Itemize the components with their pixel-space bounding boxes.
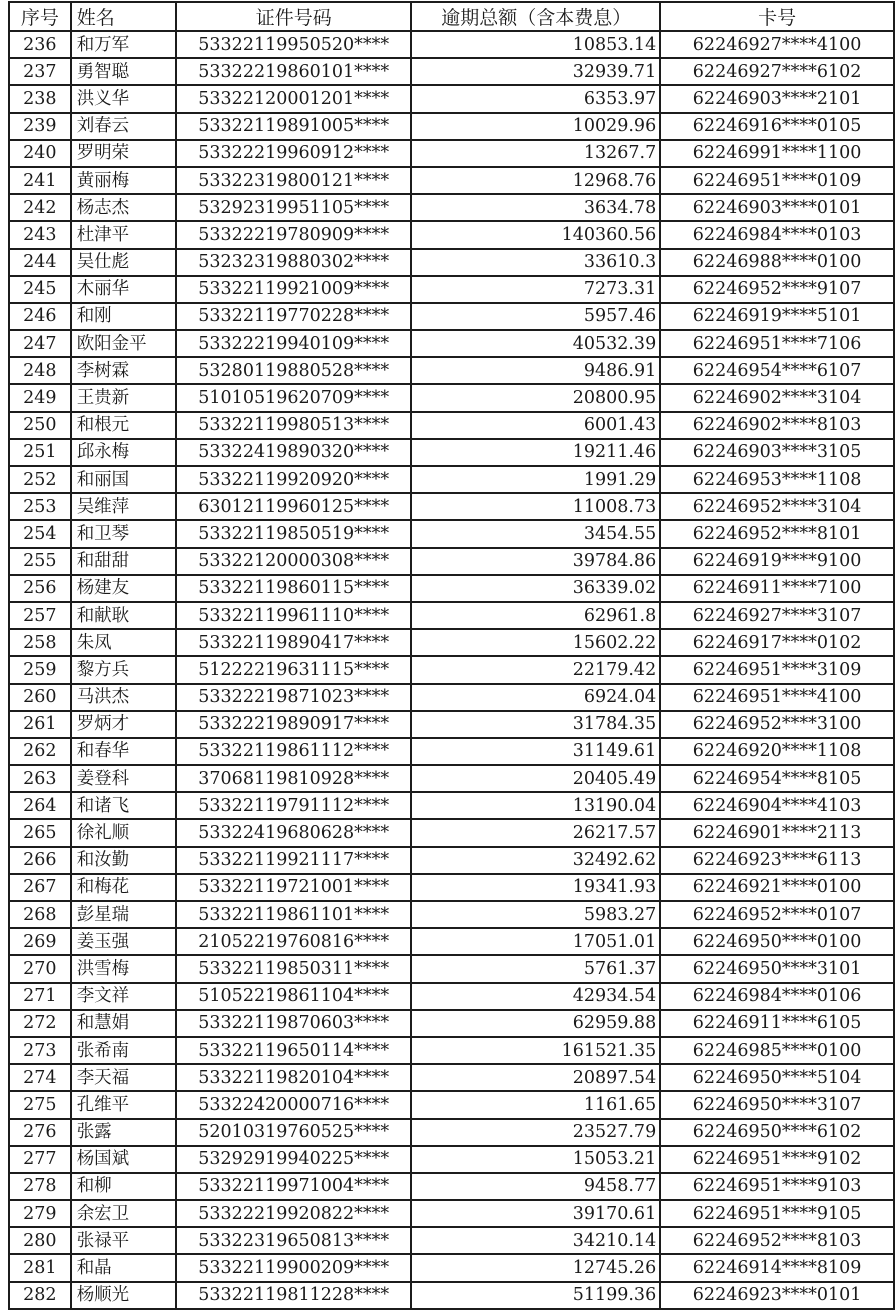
overdue-total-cell: 20800.95: [411, 384, 660, 411]
table-row: [9, 330, 894, 357]
id-number-cell: 53292319951105****: [176, 194, 411, 221]
name-cell: 洪雪梅: [71, 955, 176, 982]
table-row: [9, 1282, 894, 1309]
overdue-total-cell: 5983.27: [411, 901, 660, 928]
name-cell: 邱永梅: [71, 439, 176, 466]
id-number-cell: 53322119950520****: [176, 31, 411, 58]
card-number-cell: 62246985****0100: [660, 1037, 894, 1064]
serial-number-cell: 237: [9, 58, 71, 85]
name-cell: 黄丽梅: [71, 167, 176, 194]
overdue-total-cell: 19341.93: [411, 874, 660, 901]
overdue-total-cell: 13267.7: [411, 140, 660, 167]
serial-number-cell: 250: [9, 412, 71, 439]
id-number-cell: 37068119810928****: [176, 765, 411, 792]
overdue-total-cell: 22179.42: [411, 656, 660, 683]
card-number-cell: 62246988****0100: [660, 249, 894, 276]
serial-number-cell: 257: [9, 602, 71, 629]
id-number-cell: 53322219960912****: [176, 140, 411, 167]
table-row: [9, 575, 894, 602]
card-number-cell: 62246923****6113: [660, 847, 894, 874]
table-row: [9, 1227, 894, 1254]
overdue-total-cell: 12745.26: [411, 1254, 660, 1281]
serial-number-cell: 251: [9, 439, 71, 466]
name-cell: 和甜甜: [71, 548, 176, 575]
card-number-cell: 62246919****5101: [660, 303, 894, 330]
overdue-total-cell: 36339.02: [411, 575, 660, 602]
header-serial-number: 序号: [9, 2, 71, 31]
table-row: [9, 901, 894, 928]
id-number-cell: 53322119890417****: [176, 629, 411, 656]
id-number-cell: 53322219780909****: [176, 221, 411, 248]
table-row: [9, 31, 894, 58]
overdue-total-cell: 15602.22: [411, 629, 660, 656]
id-number-cell: 53322119980513****: [176, 412, 411, 439]
name-cell: 和根元: [71, 412, 176, 439]
table-row: [9, 466, 894, 493]
serial-number-cell: 270: [9, 955, 71, 982]
id-number-cell: 53322319800121****: [176, 167, 411, 194]
name-cell: 和汝勤: [71, 847, 176, 874]
table-row: [9, 629, 894, 656]
card-number-cell: 62246954****6107: [660, 357, 894, 384]
card-number-cell: 62246921****0100: [660, 874, 894, 901]
serial-number-cell: 272: [9, 1010, 71, 1037]
serial-number-cell: 248: [9, 357, 71, 384]
overdue-total-cell: 11008.73: [411, 493, 660, 520]
card-number-cell: 62246903****2101: [660, 85, 894, 112]
card-number-cell: 62246903****0101: [660, 194, 894, 221]
card-number-cell: 62246951****0109: [660, 167, 894, 194]
table-row: [9, 1010, 894, 1037]
overdue-total-cell: 19211.46: [411, 439, 660, 466]
card-number-cell: 62246927****6102: [660, 58, 894, 85]
serial-number-cell: 239: [9, 113, 71, 140]
table-body: [9, 31, 894, 1309]
table-row: [9, 357, 894, 384]
serial-number-cell: 238: [9, 85, 71, 112]
overdue-total-cell: 31784.35: [411, 711, 660, 738]
card-number-cell: 62246902****8103: [660, 412, 894, 439]
serial-number-cell: 279: [9, 1200, 71, 1227]
serial-number-cell: 245: [9, 276, 71, 303]
serial-number-cell: 246: [9, 303, 71, 330]
table-row: [9, 874, 894, 901]
card-number-cell: 62246950****6102: [660, 1119, 894, 1146]
overdue-total-cell: 51199.36: [411, 1282, 660, 1309]
card-number-cell: 62246953****1108: [660, 466, 894, 493]
id-number-cell: 53322119971004****: [176, 1173, 411, 1200]
header-card-number: 卡号: [660, 2, 894, 31]
card-number-cell: 62246919****9100: [660, 548, 894, 575]
name-cell: 和万军: [71, 31, 176, 58]
serial-number-cell: 262: [9, 738, 71, 765]
name-cell: 李文祥: [71, 983, 176, 1010]
id-number-cell: 53322119961110****: [176, 602, 411, 629]
table-row: [9, 792, 894, 819]
serial-number-cell: 260: [9, 684, 71, 711]
serial-number-cell: 264: [9, 792, 71, 819]
id-number-cell: 53322119650114****: [176, 1037, 411, 1064]
name-cell: 孔维平: [71, 1091, 176, 1118]
table-row: [9, 493, 894, 520]
card-number-cell: 62246903****3105: [660, 439, 894, 466]
table-row: [9, 1037, 894, 1064]
serial-number-cell: 277: [9, 1146, 71, 1173]
overdue-total-cell: 10853.14: [411, 31, 660, 58]
card-number-cell: 62246950****3101: [660, 955, 894, 982]
card-number-cell: 62246911****7100: [660, 575, 894, 602]
id-number-cell: 53322119921117****: [176, 847, 411, 874]
table-row: [9, 221, 894, 248]
name-cell: 和丽国: [71, 466, 176, 493]
overdue-total-cell: 6001.43: [411, 412, 660, 439]
overdue-total-cell: 3454.55: [411, 520, 660, 547]
table-row: [9, 983, 894, 1010]
name-cell: 和慧娟: [71, 1010, 176, 1037]
name-cell: 洪义华: [71, 85, 176, 112]
id-number-cell: 53322119861112****: [176, 738, 411, 765]
serial-number-cell: 242: [9, 194, 71, 221]
table-row: [9, 765, 894, 792]
overdue-total-cell: 15053.21: [411, 1146, 660, 1173]
serial-number-cell: 243: [9, 221, 71, 248]
name-cell: 姜玉强: [71, 928, 176, 955]
name-cell: 勇智聪: [71, 58, 176, 85]
card-number-cell: 62246902****3104: [660, 384, 894, 411]
serial-number-cell: 278: [9, 1173, 71, 1200]
card-number-cell: 62246904****4103: [660, 792, 894, 819]
overdue-total-cell: 6353.97: [411, 85, 660, 112]
header-name: 姓名: [71, 2, 176, 31]
overdue-total-cell: 10029.96: [411, 113, 660, 140]
overdue-total-cell: 62961.8: [411, 602, 660, 629]
table-row: [9, 738, 894, 765]
serial-number-cell: 263: [9, 765, 71, 792]
card-number-cell: 62246952****9107: [660, 276, 894, 303]
overdue-total-cell: 32492.62: [411, 847, 660, 874]
serial-number-cell: 275: [9, 1091, 71, 1118]
card-number-cell: 62246951****7106: [660, 330, 894, 357]
name-cell: 和春华: [71, 738, 176, 765]
overdue-total-cell: 17051.01: [411, 928, 660, 955]
id-number-cell: 53322219890917****: [176, 711, 411, 738]
header-id-number: 证件号码: [176, 2, 411, 31]
name-cell: 和梅花: [71, 874, 176, 901]
serial-number-cell: 249: [9, 384, 71, 411]
name-cell: 姜登科: [71, 765, 176, 792]
overdue-total-cell: 39170.61: [411, 1200, 660, 1227]
overdue-total-cell: 5761.37: [411, 955, 660, 982]
card-number-cell: 62246984****0103: [660, 221, 894, 248]
id-number-cell: 53322119860115****: [176, 575, 411, 602]
name-cell: 和献耿: [71, 602, 176, 629]
id-number-cell: 53322119770228****: [176, 303, 411, 330]
serial-number-cell: 247: [9, 330, 71, 357]
serial-number-cell: 256: [9, 575, 71, 602]
id-number-cell: 53322119900209****: [176, 1254, 411, 1281]
id-number-cell: 51052219861104****: [176, 983, 411, 1010]
overdue-total-cell: 13190.04: [411, 792, 660, 819]
card-number-cell: 62246991****1100: [660, 140, 894, 167]
card-number-cell: 62246951****9102: [660, 1146, 894, 1173]
id-number-cell: 53322119861101****: [176, 901, 411, 928]
serial-number-cell: 265: [9, 819, 71, 846]
id-number-cell: 53322319650813****: [176, 1227, 411, 1254]
serial-number-cell: 271: [9, 983, 71, 1010]
name-cell: 杜津平: [71, 221, 176, 248]
id-number-cell: 51222219631115****: [176, 656, 411, 683]
id-number-cell: 53322119820104****: [176, 1064, 411, 1091]
name-cell: 徐礼顺: [71, 819, 176, 846]
serial-number-cell: 273: [9, 1037, 71, 1064]
card-number-cell: 62246923****0101: [660, 1282, 894, 1309]
name-cell: 杨志杰: [71, 194, 176, 221]
table-row: [9, 249, 894, 276]
table-row: [9, 1173, 894, 1200]
card-number-cell: 62246952****8103: [660, 1227, 894, 1254]
name-cell: 杨建友: [71, 575, 176, 602]
name-cell: 彭星瑞: [71, 901, 176, 928]
id-number-cell: 52010319760525****: [176, 1119, 411, 1146]
card-number-cell: 62246917****0102: [660, 629, 894, 656]
table-row: [9, 1064, 894, 1091]
id-number-cell: 53322119870603****: [176, 1010, 411, 1037]
serial-number-cell: 253: [9, 493, 71, 520]
table-row: [9, 819, 894, 846]
table-row: [9, 1146, 894, 1173]
id-number-cell: 63012119960125****: [176, 493, 411, 520]
id-number-cell: 21052219760816****: [176, 928, 411, 955]
name-cell: 李树霖: [71, 357, 176, 384]
overdue-total-cell: 23527.79: [411, 1119, 660, 1146]
overdue-total-cell: 9486.91: [411, 357, 660, 384]
name-cell: 张希南: [71, 1037, 176, 1064]
serial-number-cell: 269: [9, 928, 71, 955]
card-number-cell: 62246927****4100: [660, 31, 894, 58]
table-row: [9, 85, 894, 112]
serial-number-cell: 255: [9, 548, 71, 575]
overdue-total-cell: 1161.65: [411, 1091, 660, 1118]
card-number-cell: 62246951****9103: [660, 1173, 894, 1200]
table-row: [9, 412, 894, 439]
name-cell: 王贵新: [71, 384, 176, 411]
id-number-cell: 53322119850519****: [176, 520, 411, 547]
overdue-total-cell: 26217.57: [411, 819, 660, 846]
name-cell: 欧阳金平: [71, 330, 176, 357]
overdue-total-cell: 6924.04: [411, 684, 660, 711]
overdue-total-cell: 9458.77: [411, 1173, 660, 1200]
id-number-cell: 53322219860101****: [176, 58, 411, 85]
serial-number-cell: 282: [9, 1282, 71, 1309]
card-number-cell: 62246951****4100: [660, 684, 894, 711]
serial-number-cell: 254: [9, 520, 71, 547]
overdue-total-cell: 7273.31: [411, 276, 660, 303]
overdue-total-cell: 42934.54: [411, 983, 660, 1010]
card-number-cell: 62246952****8101: [660, 520, 894, 547]
table-row: [9, 928, 894, 955]
table-row: [9, 194, 894, 221]
name-cell: 黎方兵: [71, 656, 176, 683]
table-row: [9, 58, 894, 85]
id-number-cell: 53322219871023****: [176, 684, 411, 711]
id-number-cell: 53292919940225****: [176, 1146, 411, 1173]
overdue-debtors-table: [8, 1, 895, 1310]
name-cell: 吴仕彪: [71, 249, 176, 276]
card-number-cell: 62246916****0105: [660, 113, 894, 140]
table-row: [9, 384, 894, 411]
id-number-cell: 53322219940109****: [176, 330, 411, 357]
card-number-cell: 62246914****8109: [660, 1254, 894, 1281]
card-number-cell: 62246950****3107: [660, 1091, 894, 1118]
id-number-cell: 53232319880302****: [176, 249, 411, 276]
name-cell: 马洪杰: [71, 684, 176, 711]
name-cell: 吴维萍: [71, 493, 176, 520]
table-row: [9, 167, 894, 194]
name-cell: 和卫琴: [71, 520, 176, 547]
name-cell: 朱凤: [71, 629, 176, 656]
card-number-cell: 62246920****1108: [660, 738, 894, 765]
name-cell: 杨国斌: [71, 1146, 176, 1173]
overdue-total-cell: 5957.46: [411, 303, 660, 330]
serial-number-cell: 274: [9, 1064, 71, 1091]
card-number-cell: 62246950****0100: [660, 928, 894, 955]
table-row: [9, 847, 894, 874]
name-cell: 张露: [71, 1119, 176, 1146]
overdue-total-cell: 39784.86: [411, 548, 660, 575]
overdue-total-cell: 12968.76: [411, 167, 660, 194]
overdue-total-cell: 20897.54: [411, 1064, 660, 1091]
serial-number-cell: 281: [9, 1254, 71, 1281]
name-cell: 余宏卫: [71, 1200, 176, 1227]
card-number-cell: 62246951****9105: [660, 1200, 894, 1227]
card-number-cell: 62246901****2113: [660, 819, 894, 846]
id-number-cell: 53322119891005****: [176, 113, 411, 140]
serial-number-cell: 240: [9, 140, 71, 167]
card-number-cell: 62246952****3104: [660, 493, 894, 520]
id-number-cell: 53322219920822****: [176, 1200, 411, 1227]
name-cell: 罗明荣: [71, 140, 176, 167]
serial-number-cell: 261: [9, 711, 71, 738]
table-row: [9, 439, 894, 466]
overdue-total-cell: 31149.61: [411, 738, 660, 765]
table-row: [9, 303, 894, 330]
table-row: [9, 1254, 894, 1281]
overdue-total-cell: 33610.3: [411, 249, 660, 276]
table-row: [9, 711, 894, 738]
serial-number-cell: 252: [9, 466, 71, 493]
serial-number-cell: 268: [9, 901, 71, 928]
name-cell: 和晶: [71, 1254, 176, 1281]
name-cell: 罗炳才: [71, 711, 176, 738]
table-row: [9, 548, 894, 575]
id-number-cell: 53322120000308****: [176, 548, 411, 575]
card-number-cell: 62246951****3109: [660, 656, 894, 683]
overdue-total-cell: 40532.39: [411, 330, 660, 357]
serial-number-cell: 258: [9, 629, 71, 656]
table-row: [9, 113, 894, 140]
id-number-cell: 53322119850311****: [176, 955, 411, 982]
card-number-cell: 62246952****0107: [660, 901, 894, 928]
overdue-total-cell: 140360.56: [411, 221, 660, 248]
table-row: [9, 276, 894, 303]
header-overdue-total: 逾期总额（含本费息）: [411, 2, 660, 31]
id-number-cell: 51010519620709****: [176, 384, 411, 411]
table-row: [9, 1200, 894, 1227]
table-row: [9, 1091, 894, 1118]
id-number-cell: 53322119811228****: [176, 1282, 411, 1309]
card-number-cell: 62246952****3100: [660, 711, 894, 738]
table-row: [9, 684, 894, 711]
id-number-cell: 53322419680628****: [176, 819, 411, 846]
serial-number-cell: 267: [9, 874, 71, 901]
id-number-cell: 53322119791112****: [176, 792, 411, 819]
overdue-total-cell: 32939.71: [411, 58, 660, 85]
table-row: [9, 140, 894, 167]
serial-number-cell: 276: [9, 1119, 71, 1146]
id-number-cell: 53280119880528****: [176, 357, 411, 384]
table-row: [9, 955, 894, 982]
card-number-cell: 62246984****0106: [660, 983, 894, 1010]
serial-number-cell: 241: [9, 167, 71, 194]
card-number-cell: 62246911****6105: [660, 1010, 894, 1037]
table-row: [9, 520, 894, 547]
name-cell: 和刚: [71, 303, 176, 330]
card-number-cell: 62246954****8105: [660, 765, 894, 792]
card-number-cell: 62246950****5104: [660, 1064, 894, 1091]
header-row: [9, 2, 894, 31]
name-cell: 木丽华: [71, 276, 176, 303]
overdue-total-cell: 161521.35: [411, 1037, 660, 1064]
id-number-cell: 53322119921009****: [176, 276, 411, 303]
serial-number-cell: 236: [9, 31, 71, 58]
table-row: [9, 602, 894, 629]
name-cell: 和柳: [71, 1173, 176, 1200]
name-cell: 张禄平: [71, 1227, 176, 1254]
table-row: [9, 1119, 894, 1146]
serial-number-cell: 280: [9, 1227, 71, 1254]
overdue-total-cell: 34210.14: [411, 1227, 660, 1254]
serial-number-cell: 244: [9, 249, 71, 276]
name-cell: 李天福: [71, 1064, 176, 1091]
id-number-cell: 53322120001201****: [176, 85, 411, 112]
id-number-cell: 53322419890320****: [176, 439, 411, 466]
overdue-total-cell: 62959.88: [411, 1010, 660, 1037]
overdue-total-cell: 3634.78: [411, 194, 660, 221]
id-number-cell: 53322420000716****: [176, 1091, 411, 1118]
serial-number-cell: 266: [9, 847, 71, 874]
overdue-total-cell: 1991.29: [411, 466, 660, 493]
name-cell: 杨顺光: [71, 1282, 176, 1309]
name-cell: 刘春云: [71, 113, 176, 140]
card-number-cell: 62246927****3107: [660, 602, 894, 629]
serial-number-cell: 259: [9, 656, 71, 683]
table-row: [9, 656, 894, 683]
overdue-total-cell: 20405.49: [411, 765, 660, 792]
name-cell: 和诸飞: [71, 792, 176, 819]
id-number-cell: 53322119721001****: [176, 874, 411, 901]
id-number-cell: 53322119920920****: [176, 466, 411, 493]
